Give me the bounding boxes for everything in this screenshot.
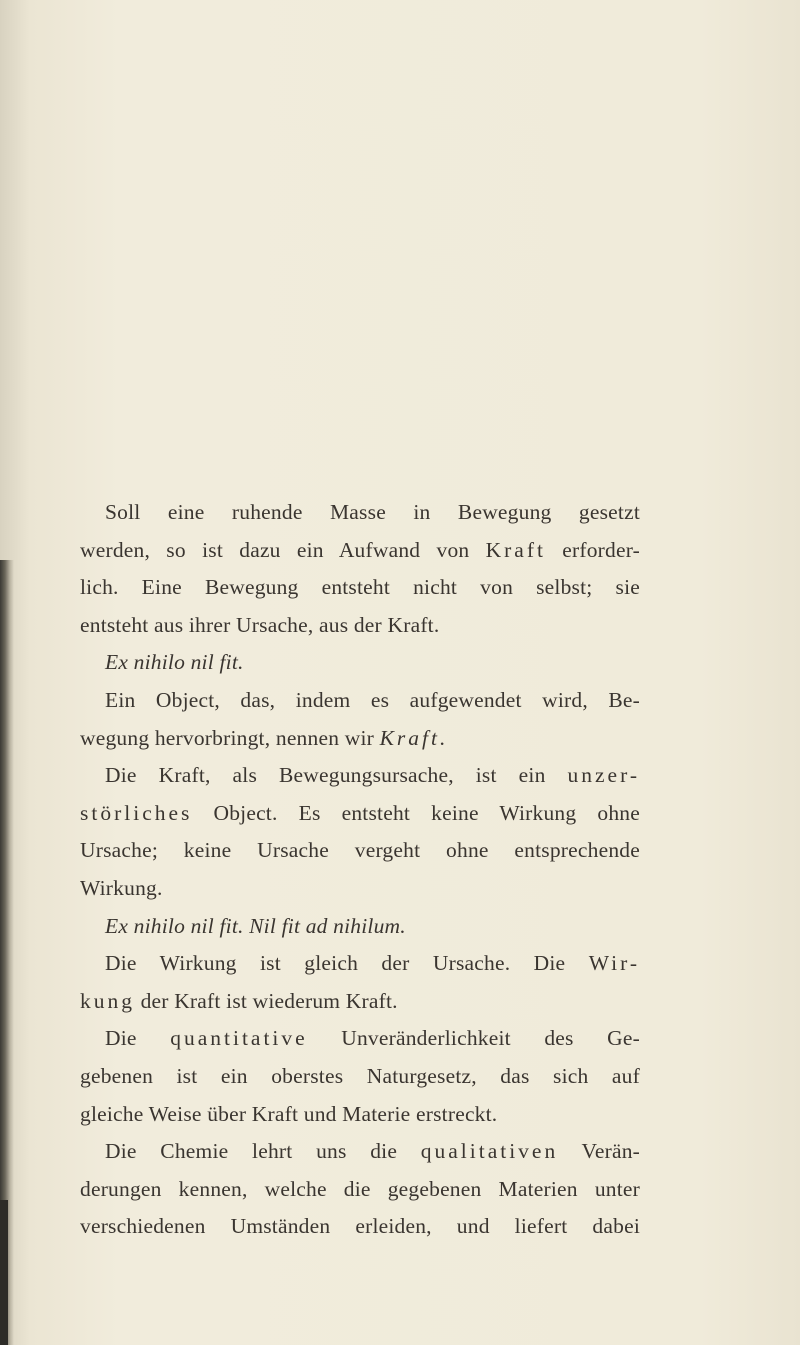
text-fragment: Kraft [485,537,546,562]
text-fragment: unzer- [567,763,640,788]
text-fragment: gleiche Weise über Kraft und Materie erstreckt. [80,1101,498,1126]
text-fragment: wegung hervorbringt, nennen wir [80,725,380,750]
book-spine-edge [0,1200,8,1345]
text-line [80,1058,640,1096]
text-fragment: Wir- [588,951,640,976]
text-line [80,1020,640,1058]
text-fragment: Ursache; keine Ursache vergeht ohne entsprechende [80,838,640,863]
text-line [80,494,640,532]
text-fragment: Ex nihilo nil fit. [105,650,244,675]
text-line [80,644,640,682]
text-fragment: störliches [80,800,193,825]
text-line [80,1208,640,1246]
text-fragment: Kraft. [379,725,449,750]
text-fragment: kung [80,988,135,1013]
text-fragment: Ein Object, das, indem es aufgewendet wird, Be- [105,687,640,712]
text-fragment: qualitativen [420,1139,559,1164]
text-fragment: Die [105,1026,171,1051]
text-line [80,983,640,1021]
text-line [80,908,640,946]
body-text [80,494,640,1246]
text-fragment: werden, so ist dazu ein Aufwand von [80,537,486,562]
text-line [80,532,640,570]
text-line [80,1096,640,1134]
text-line [80,832,640,870]
text-fragment: Ex nihilo nil fit. Nil fit ad nihilum. [105,913,406,938]
text-line [80,795,640,833]
text-fragment: Object. Es entsteht keine Wirkung ohne [192,800,640,825]
text-fragment: derungen kennen, welche die gegebenen Materien unter [80,1176,640,1201]
text-fragment: der Kraft ist wiederum Kraft. [135,988,398,1013]
text-line [80,870,640,908]
text-fragment: quantitative [170,1026,308,1051]
text-fragment: verschiedenen Umständen erleiden, und liefert dabei [80,1214,640,1239]
text-line [80,1171,640,1209]
text-line [80,1133,640,1171]
text-fragment: lich. Eine Bewegung entsteht nicht von selbst; sie [80,575,640,600]
text-fragment: Wirkung. [80,875,163,900]
text-fragment: Die Kraft, als Bewegungsursache, ist ein [105,763,568,788]
text-fragment: erforder- [545,537,640,562]
text-line [80,720,640,758]
text-line [80,569,640,607]
text-fragment: entsteht aus ihrer Ursache, aus der Kraft. [80,612,440,637]
text-line [80,945,640,983]
text-fragment: Verän- [558,1139,641,1164]
text-line [80,682,640,720]
text-fragment: Unveränderlichkeit des Ge- [307,1026,640,1051]
text-line [80,757,640,795]
text-fragment: Die Chemie lehrt uns die [105,1139,421,1164]
text-fragment: Soll eine ruhende Masse in Bewegung gesetzt [105,500,640,524]
text-fragment: gebenen ist ein oberstes Naturgesetz, das sich auf [80,1063,640,1088]
text-line [80,607,640,645]
text-fragment: Die Wirkung ist gleich der Ursache. Die [105,951,589,976]
